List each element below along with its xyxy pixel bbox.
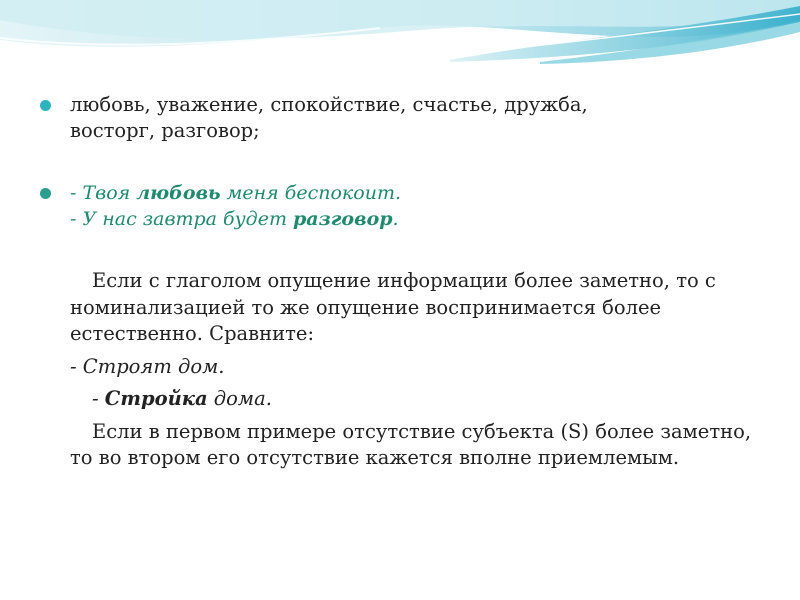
bullet-dot-icon	[40, 100, 51, 111]
bullet-dot-icon	[40, 188, 51, 199]
paragraph-comparison	[40, 268, 770, 472]
example-line-1: - Твоя любовь меня беспокоит.	[70, 182, 402, 204]
compare-example-1: - Строят дом.	[70, 354, 225, 378]
slide-content	[40, 92, 770, 472]
paragraph-1-text: Если с глаголом опущение информации более заметно, то с номинализацией то же опущение воспринимается более естественно. Сравните:	[70, 269, 716, 345]
bullet-line-1: любовь, уважение, спокойствие, счастье, дружба,	[70, 93, 588, 116]
example-line-2: - У нас завтра будет разговор.	[70, 208, 399, 230]
header-wave-decoration	[0, 0, 800, 90]
paragraph-2-text: Если в первом примере отсутствие субъекта (S) более заметно, то во втором его отсутствие кажется вполне приемлемым.	[70, 419, 752, 469]
compare-example-2: - Стройка дома.	[92, 387, 272, 410]
bullet-line-2: восторг, разговор;	[70, 119, 260, 142]
bullet-examples	[40, 180, 770, 232]
paragraph-2	[70, 419, 770, 472]
bullet-nouns	[40, 92, 770, 144]
